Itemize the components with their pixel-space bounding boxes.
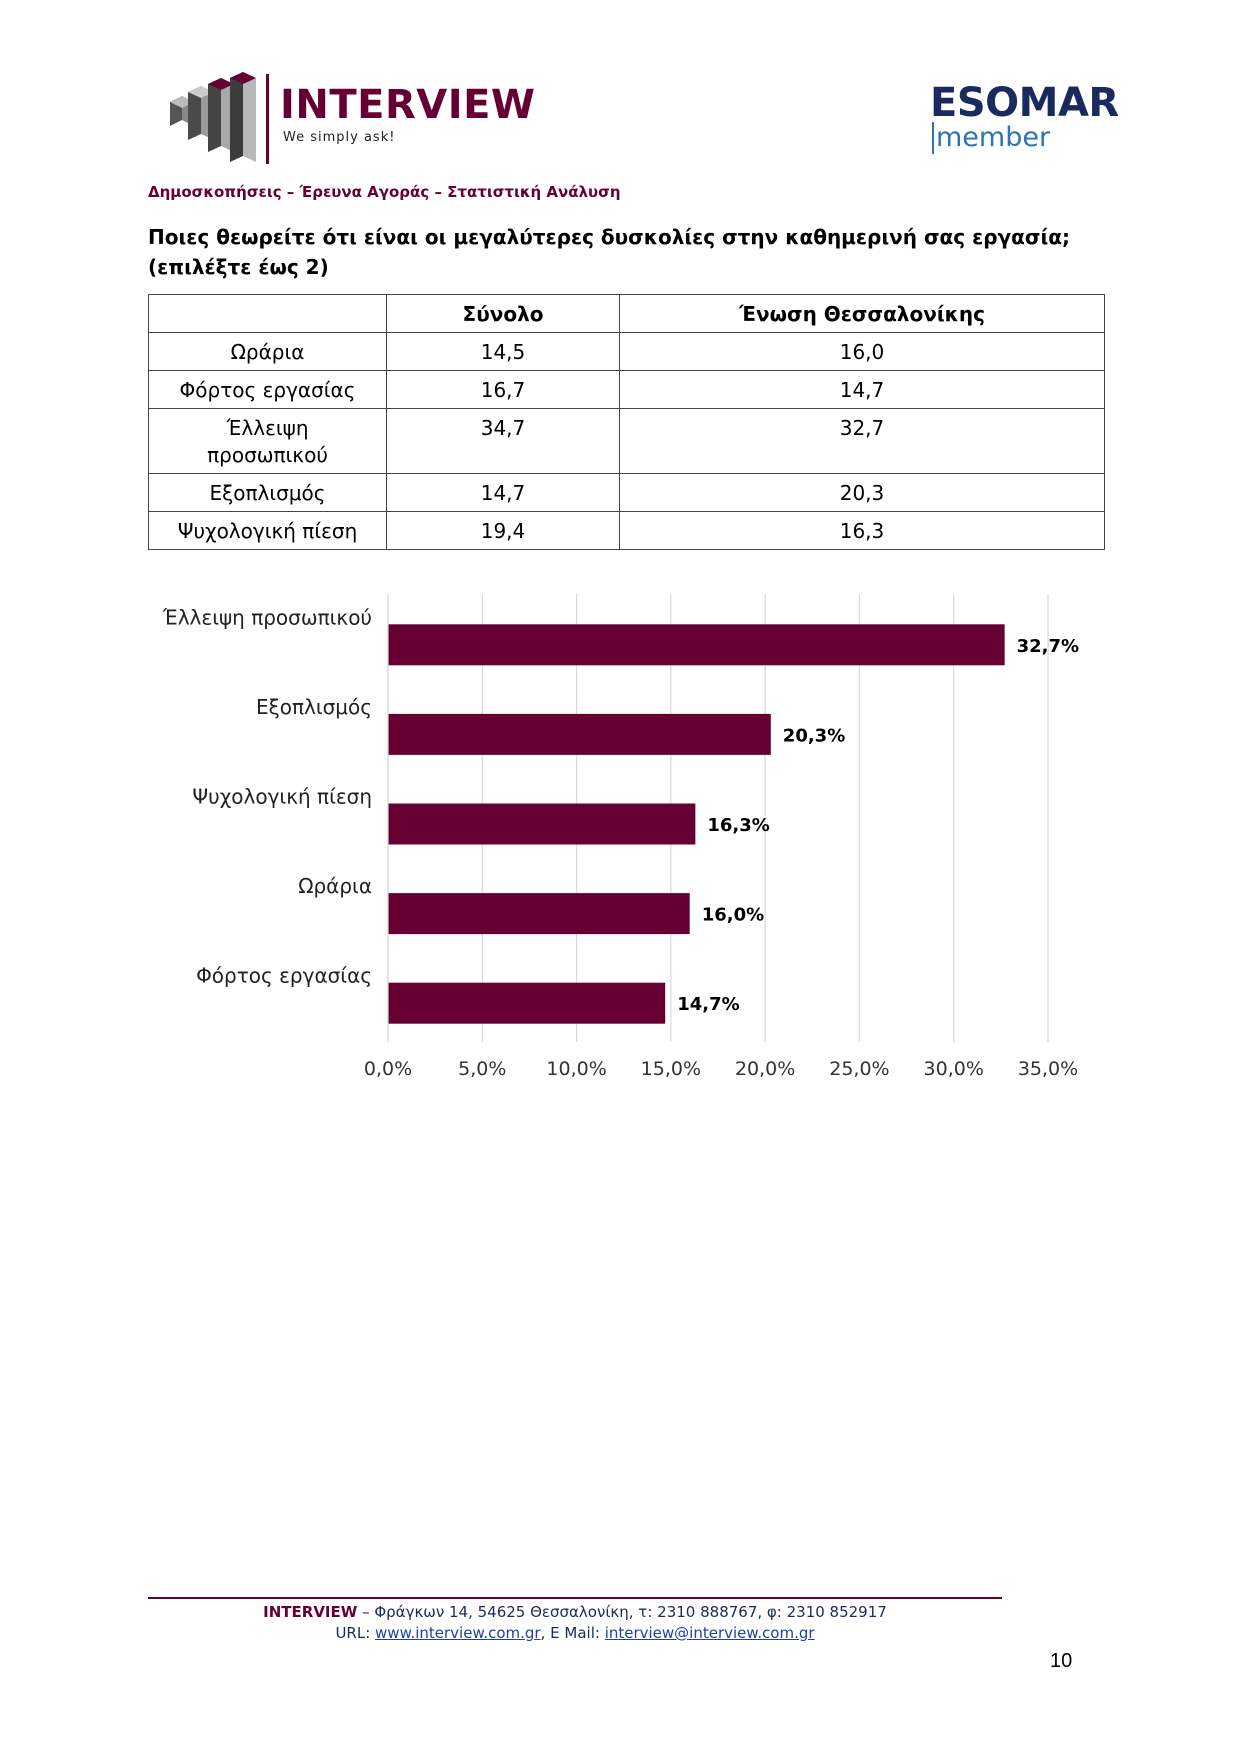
bar-chart (140, 592, 1100, 1082)
bar (388, 624, 1005, 665)
category-label: Εξοπλισμός (255, 694, 372, 719)
footer-divider (148, 1597, 1002, 1599)
row-union: 16,0 (620, 333, 1105, 371)
question-line-1: Ποιες θεωρείτε ότι είναι οι μεγαλύτερες δυσκολίες στην καθημερινή σας εργασία; (148, 225, 1071, 249)
x-tick-label: 5,0% (458, 1058, 507, 1080)
bar (388, 893, 690, 934)
row-label: Φόρτος εργασίας (149, 371, 387, 409)
services-line: Δημοσκοπήσεις – Έρευνα Αγοράς – Στατιστική Ανάλυση (148, 183, 621, 201)
category-label: Ωράρια (298, 874, 372, 899)
footer-address (148, 1603, 1002, 1621)
row-total: 14,5 (387, 333, 620, 371)
bar (388, 804, 695, 845)
x-tick-label: 10,0% (546, 1058, 607, 1080)
footer-email-link[interactable]: interview@interview.com.gr (604, 1624, 815, 1642)
page-number: 10 (1050, 1650, 1073, 1672)
brand-name: INTERVIEW (280, 82, 536, 128)
table-row (149, 371, 1105, 409)
bar (388, 983, 665, 1024)
x-tick-label: 0,0% (363, 1058, 413, 1080)
question-heading (148, 222, 1108, 282)
row-union: 16,3 (620, 512, 1105, 550)
row-total: 34,7 (387, 409, 620, 474)
bar (388, 714, 771, 755)
row-union: 20,3 (620, 474, 1105, 512)
table-header-total: Σύνολο (387, 295, 620, 333)
footer-company: INTERVIEW (263, 1603, 358, 1621)
logo-divider (266, 74, 269, 164)
question-line-2: (επιλέξτε έως 2) (148, 255, 329, 279)
category-label: Φόρτος εργασίας (196, 963, 372, 988)
table-row (149, 409, 1105, 474)
table-row (149, 333, 1105, 371)
x-tick-label: 35,0% (1017, 1058, 1079, 1080)
row-label (149, 409, 387, 474)
x-tick-label: 30,0% (923, 1058, 984, 1080)
footer-address-text: – Φράγκων 14, 54625 Θεσσαλονίκη, τ: 2310 888767, φ: 2310 852917 (357, 1603, 887, 1621)
table-row (149, 512, 1105, 550)
brand-tagline: We simply ask! (283, 130, 396, 145)
table-header-row (149, 295, 1105, 333)
footer-email-prefix: , E Mail: (540, 1624, 605, 1642)
data-label: 16,3% (707, 815, 770, 836)
category-label: Ψυχολογική πίεση (192, 784, 372, 809)
esomar-name: ESOMAR (930, 80, 1119, 126)
row-total: 16,7 (387, 371, 620, 409)
row-total: 14,7 (387, 474, 620, 512)
footer-url-link[interactable]: www.interview.com.gr (375, 1624, 541, 1642)
x-tick-label: 20,0% (734, 1058, 796, 1080)
category-label: Έλλειψη προσωπικού (162, 605, 372, 630)
table-row (149, 474, 1105, 512)
row-union: 32,7 (620, 409, 1105, 474)
esomar-logo (930, 80, 1119, 160)
x-tick-label: 15,0% (640, 1058, 702, 1080)
data-label: 14,7% (677, 994, 740, 1016)
data-label: 32,7% (1016, 635, 1080, 657)
data-label: 16,0% (701, 904, 765, 926)
row-label: Εξοπλισμός (149, 474, 387, 512)
footer-contact (148, 1624, 1002, 1642)
row-union: 14,7 (620, 371, 1105, 409)
interview-logo (168, 72, 548, 168)
footer-url-prefix: URL: (335, 1624, 376, 1642)
esomar-member: member (932, 122, 1050, 154)
data-label: 20,3% (782, 725, 846, 747)
bar-chart-logo-icon (168, 72, 268, 168)
row-label: Ωράρια (149, 333, 387, 371)
row-total: 19,4 (387, 512, 620, 550)
table-header-empty (149, 295, 387, 333)
row-label: Ψυχολογική πίεση (149, 512, 387, 550)
row-label-line-1: Έλλειψη (226, 416, 309, 440)
x-tick-label: 25,0% (829, 1058, 890, 1080)
row-label-line-2: προσωπικού (207, 443, 328, 467)
table-header-union: Ένωση Θεσσαλονίκης (620, 295, 1105, 333)
results-table (148, 294, 1105, 550)
